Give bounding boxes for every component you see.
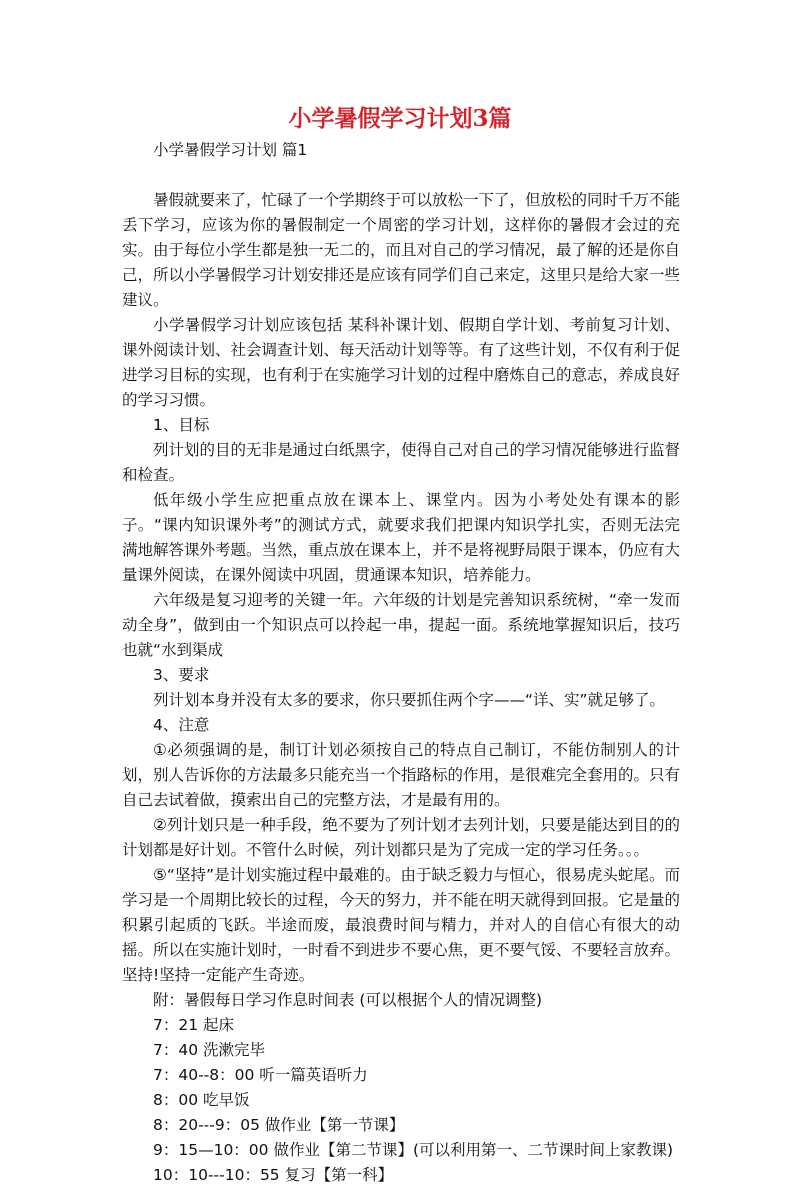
schedule-item: 7：40--8：00 听一篇英语听力 — [153, 1066, 368, 1084]
heading-goal: 1、目标 — [153, 416, 210, 434]
paragraph-note-2: ②列计划只是一种手段，绝不要为了列计划才去列计划，只要是能达到目的的计划都是好计划。不管什么时候，列计划都只是为了完成一定的学习任务。。。 — [122, 816, 680, 859]
paragraph-note-1: ①必须强调的是，制订计划必须按自己的特点自己制订，不能仿制别人的计划，别人告诉你的方法最多只能充当一个指路标的作用，是很难完全套用的。只有自己去试着做，摸索出自己的完整方法，才是最有用的。 — [122, 741, 681, 809]
paragraph-intro: 暑假就要来了，忙碌了一个学期终于可以放松一下了，但放松的同时千万不能丢下学习，应该为你的暑假制定一个周密的学习计划，这样你的暑假才会过的充实。由于每位小学生都是独一无二的，而且对自己的学习情况，最了解的还是你自己，所以小学暑假学习计划安排还是应该有同学们自己来定，这里只是给大家一些建议。 — [122, 191, 681, 309]
paragraph-note-5: ⑤“坚持”是计划实施过程中最难的。由于缺乏毅力与恒心，很易虎头蛇尾。而学习是一个周期比较长的过程，今天的努力，并不能在明天就得到回报。它是量的积累引起质的飞跃。半途而废，最浪费时间与精力，并对人的自信心有很大的动摇。所以在实施计划时，一时看不到进步不要心焦，更不要气馁、不要轻言放弃。坚持!坚持一定能产生奇迹。 — [122, 866, 681, 984]
paragraph-lower-grades: 低年级小学生应把重点放在课本上、课堂内。因为小考处处有课本的影子。“课内知识课外考”的测试方式，就要求我们把课内知识学扎实，否则无法完满地解答课外考题。当然，重点放在课本上，并不是将视野局限于课本，仍应有大量课外阅读，在课外阅读中巩固，贯通课本知识，培养能力。 — [122, 491, 681, 584]
schedule-item: 8：00 吃早饭 — [153, 1091, 250, 1109]
heading-requirements: 3、要求 — [153, 666, 210, 684]
paragraph-sixth-grade: 六年级是复习迎考的关键一年。六年级的计划是完善知识系统树，“牵一发而动全身”，做到由一个知识点可以拎起一串，提起一面。系统地掌握知识后，技巧也就“水到渠成 — [122, 591, 680, 659]
paragraph-plan-contents: 小学暑假学习计划应该包括 某科补课计划、假期自学计划、考前复习计划、课外阅读计划、社会调查计划、每天活动计划等等。有了这些计划，不仅有利于促进学习目标的实现，也有利于在实施学习计划的过程中磨炼自己的意志，养成良好的学习习惯。 — [122, 316, 681, 409]
document-body — [122, 138, 680, 1188]
schedule-item: 7：21 起床 — [153, 1016, 235, 1034]
heading-notes: 4、注意 — [153, 716, 210, 734]
schedule-item: 7：40 洗漱完毕 — [153, 1041, 266, 1059]
schedule-item: 9：15—10：00 做作业【第二节课】(可以利用第一、二节课时间上家教课) — [153, 1141, 674, 1159]
paragraph-goal-purpose: 列计划的目的无非是通过白纸黑字，使得自己对自己的学习情况能够进行监督和检查。 — [122, 441, 681, 484]
paragraph-requirements: 列计划本身并没有太多的要求，你只要抓住两个字——“详、实”就足够了。 — [153, 691, 666, 709]
paragraph-appendix: 附：暑假每日学习作息时间表 (可以根据个人的情况调整) — [153, 991, 543, 1009]
schedule-item: 8：20---9：05 做作业【第一节课】 — [153, 1116, 405, 1134]
document-title: 小学暑假学习计划3篇 — [288, 105, 512, 132]
daily-schedule-list — [122, 1013, 680, 1188]
schedule-item: 10：10---10：55 复习【第一科】 — [153, 1166, 394, 1184]
section-subtitle: 小学暑假学习计划 篇1 — [153, 141, 308, 159]
